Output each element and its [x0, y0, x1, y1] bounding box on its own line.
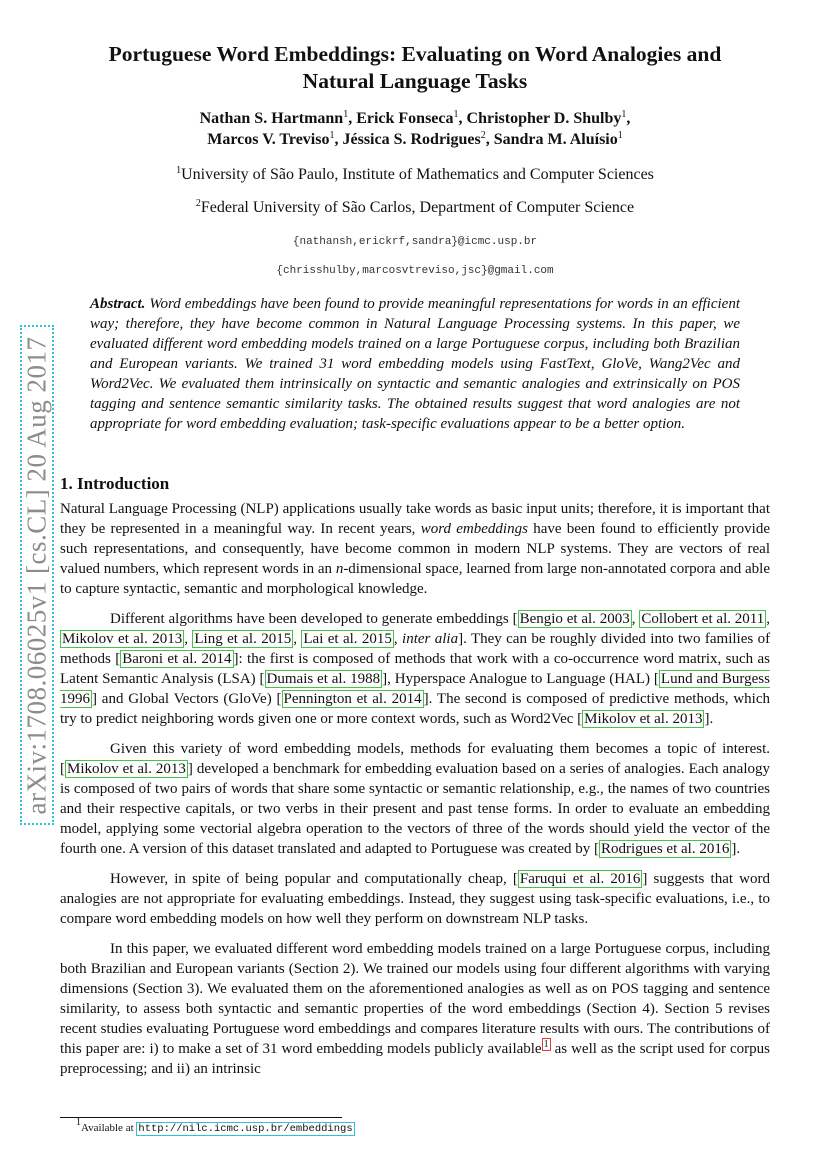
paragraph-4	[60, 869, 770, 929]
text-run: ].	[731, 841, 741, 857]
author-affiliation-mark: 2	[480, 130, 486, 141]
author-separator: ,	[626, 110, 631, 127]
affiliation-number: 1	[176, 165, 182, 176]
author-name: Erick Fonseca	[356, 110, 454, 127]
text-run: ].	[704, 711, 714, 727]
paragraph-1	[60, 499, 770, 599]
author-name: Christopher D. Shulby	[466, 110, 622, 127]
footnote-number: 1	[76, 1117, 81, 1128]
author-line-2	[60, 129, 770, 150]
paragraph-5	[60, 939, 770, 1079]
author-affiliation-mark: 1	[621, 109, 627, 120]
citation-link[interactable]: Mikolov et al. 2013	[67, 761, 186, 777]
citation-link[interactable]: Mikolov et al. 2013	[584, 711, 703, 727]
text-run: ,	[766, 611, 771, 627]
text-run: ,	[393, 631, 403, 647]
author-affiliation-mark: 1	[343, 109, 349, 120]
abstract	[90, 294, 740, 434]
citation-link[interactable]: Baroni et al. 2014	[122, 651, 232, 667]
footnote-url-link[interactable]: http://nilc.icmc.usp.br/embeddings	[138, 1123, 353, 1135]
body-text	[60, 499, 770, 1089]
text-run: -dimensional space, learned from large non-annotated corpora and able to capture syntactic, semantic and morphological knowledge.	[60, 561, 770, 597]
text-run: ] and Global Vectors (GloVe) [	[92, 691, 282, 707]
citation-link[interactable]: Bengio et al. 2003	[519, 611, 630, 627]
text-run: However, in spite of being popular and computationally cheap, [	[110, 871, 518, 887]
text-run: Given this variety of word embedding models, methods for evaluating them becomes a topic of interest. [	[60, 741, 770, 777]
email-line-2[interactable]: {chrisshulby,marcosvtreviso,jsc}@gmail.com	[276, 265, 554, 277]
text-run: In this paper, we evaluated different word embedding models trained on a large Portuguese corpus, including both Brazilian and European variants (Section 2). We trained our models using four different algorithms with varying dimensions (Section 3). We evaluated them on the aforementioned analogies as well as on POS tagging and sentence similarity, to assess both syntactic and semantic properties of the word embeddings (Section 4). Section 5 revises recent studies evaluating Portuguese word embeddings and compares literature results with ours. The contributions of this paper are: i) to make a set of 31 word embedding models publicly available	[60, 941, 770, 1057]
affiliation-number: 2	[195, 198, 201, 209]
author-affiliation-mark: 1	[329, 130, 335, 141]
text-run: ]. The second is composed of predictive methods, which try to predict neighboring words given one or more context words, such as Word2Vec [	[60, 691, 770, 727]
author-line-1	[60, 108, 770, 129]
text-run: ] suggests that word analogies are not appropriate for evaluating embeddings. Instead, they suggest using task-specific evaluations, i.e., to compare word embedding models on how well they perform on downstream NLP tasks.	[60, 871, 770, 927]
author-name: Jéssica S. Rodrigues	[342, 131, 481, 148]
author-separator: ,	[485, 131, 494, 148]
paragraph-2	[60, 609, 770, 729]
title-line-1: Portuguese Word Embeddings: Evaluating on Word Analogies and	[108, 42, 722, 66]
author-name: Nathan S. Hartmann	[199, 110, 344, 127]
text-run: have been found to efficiently provide such representations, and consequently, have become common in modern NLP systems. They are vectors of real valued numbers, which represent words in an	[60, 521, 770, 577]
paragraph-3	[60, 739, 770, 859]
section-heading	[60, 474, 169, 494]
section-title: Introduction	[77, 474, 170, 493]
section-number: 1.	[60, 474, 73, 493]
footnote-rule	[60, 1117, 342, 1118]
citation-link[interactable]: Rodrigues et al. 2016	[601, 841, 730, 857]
text-run: Natural Language Processing (NLP) applications usually take words as basic input units; therefore, it is important that they be represented in a meaningful way. In recent years,	[60, 501, 770, 537]
footnote-link[interactable]: 1	[543, 1039, 549, 1050]
footnote	[60, 1117, 770, 1136]
math-variable: n	[335, 561, 344, 577]
affiliation-1	[60, 165, 770, 185]
paper-title	[60, 41, 770, 95]
text-run: ]. They can be roughly divided into two families of methods [	[60, 631, 771, 667]
affiliation-text: Federal University of São Carlos, Department of Computer Science	[200, 199, 635, 216]
author-name: Marcos V. Treviso	[207, 131, 330, 148]
text-run: ,	[293, 631, 302, 647]
text-emphasis: word embeddings	[420, 521, 528, 537]
citation-link[interactable]: Pennington et al. 2014	[283, 691, 422, 707]
citation-link[interactable]: Dumais et al. 1988	[266, 671, 381, 687]
arxiv-id: arXiv:1708.06025v1 [cs.CL] 20 Aug 2017	[21, 336, 52, 814]
text-run: ,	[184, 631, 193, 647]
abstract-label: Abstract.	[90, 296, 146, 312]
author-affiliation-mark: 1	[453, 109, 459, 120]
footnote-text: Available at	[81, 1122, 137, 1134]
text-emphasis: inter alia	[402, 631, 459, 647]
author-name: Sandra M. Aluísio	[493, 131, 618, 148]
abstract-text: Word embeddings have been found to provide meaningful representations for words in an efficient way; therefore, they have become common in Natural Language Processing systems. In this paper, we evaluated different word embedding models trained on a large Portuguese corpus, including both Brazilian and European variants. We trained 31 word embedding models using FastText, GloVe, Wang2Vec and Word2Vec. We evaluated them intrinsically on syntactic and semantic analogies and extrinsically on POS tagging and sentence semantic similarity tasks. The obtained results suggest that word analogies are not appropriate for word embedding evaluation; task-specific evaluations appear to be a better option.	[90, 296, 741, 432]
affiliation-2	[60, 198, 770, 218]
text-run: ] developed a benchmark for embedding evaluation based on a series of analogies. Each analogy is composed of two pairs of words that share some syntactic or semantic relationship, e.g., the names of two countries and their respective capitals, or two verbs in their present and past tense forms. In order to evaluate an embedding model, applying some vectorial algebra operation to the vectors of three of the words should yield the vector of the fourth one. A version of this dataset translated and adapted to Portuguese was created by [	[60, 761, 770, 857]
text-run: ]: the first is composed of methods that work with a co-occurrence word matrix, such as Latent Semantic Analysis (LSA) [	[60, 651, 770, 687]
citation-link[interactable]: Mikolov et al. 2013	[62, 631, 183, 647]
title-line-2: Natural Language Tasks	[302, 69, 528, 93]
affiliation-text: University of São Paulo, Institute of Mathematics and Computer Sciences	[181, 166, 654, 183]
citation-link[interactable]: Lund and Burgess 1996	[60, 671, 770, 707]
text-run: ,	[631, 611, 640, 627]
citation-link[interactable]: Collobert et al. 2011	[641, 611, 765, 627]
citation-link[interactable]: Ling et al. 2015	[194, 631, 292, 647]
text-run: ], Hyperspace Analogue to Language (HAL) [	[382, 671, 659, 687]
author-separator: ,	[458, 110, 467, 127]
citation-link[interactable]: Faruqui et al. 2016	[519, 871, 641, 887]
author-affiliation-mark: 1	[617, 130, 623, 141]
author-list	[60, 108, 770, 150]
text-run: as well as the script used for corpus preprocessing; and ii) an intrinsic	[60, 1041, 770, 1077]
email-line-1[interactable]: {nathansh,erickrf,sandra}@icmc.usp.br	[292, 236, 538, 248]
arxiv-stamp[interactable]	[20, 325, 54, 825]
citation-link[interactable]: Lai et al. 2015	[303, 631, 392, 647]
text-run: Different algorithms have been developed to generate embeddings [	[110, 611, 518, 627]
author-separator: ,	[334, 131, 343, 148]
author-separator: ,	[348, 110, 357, 127]
